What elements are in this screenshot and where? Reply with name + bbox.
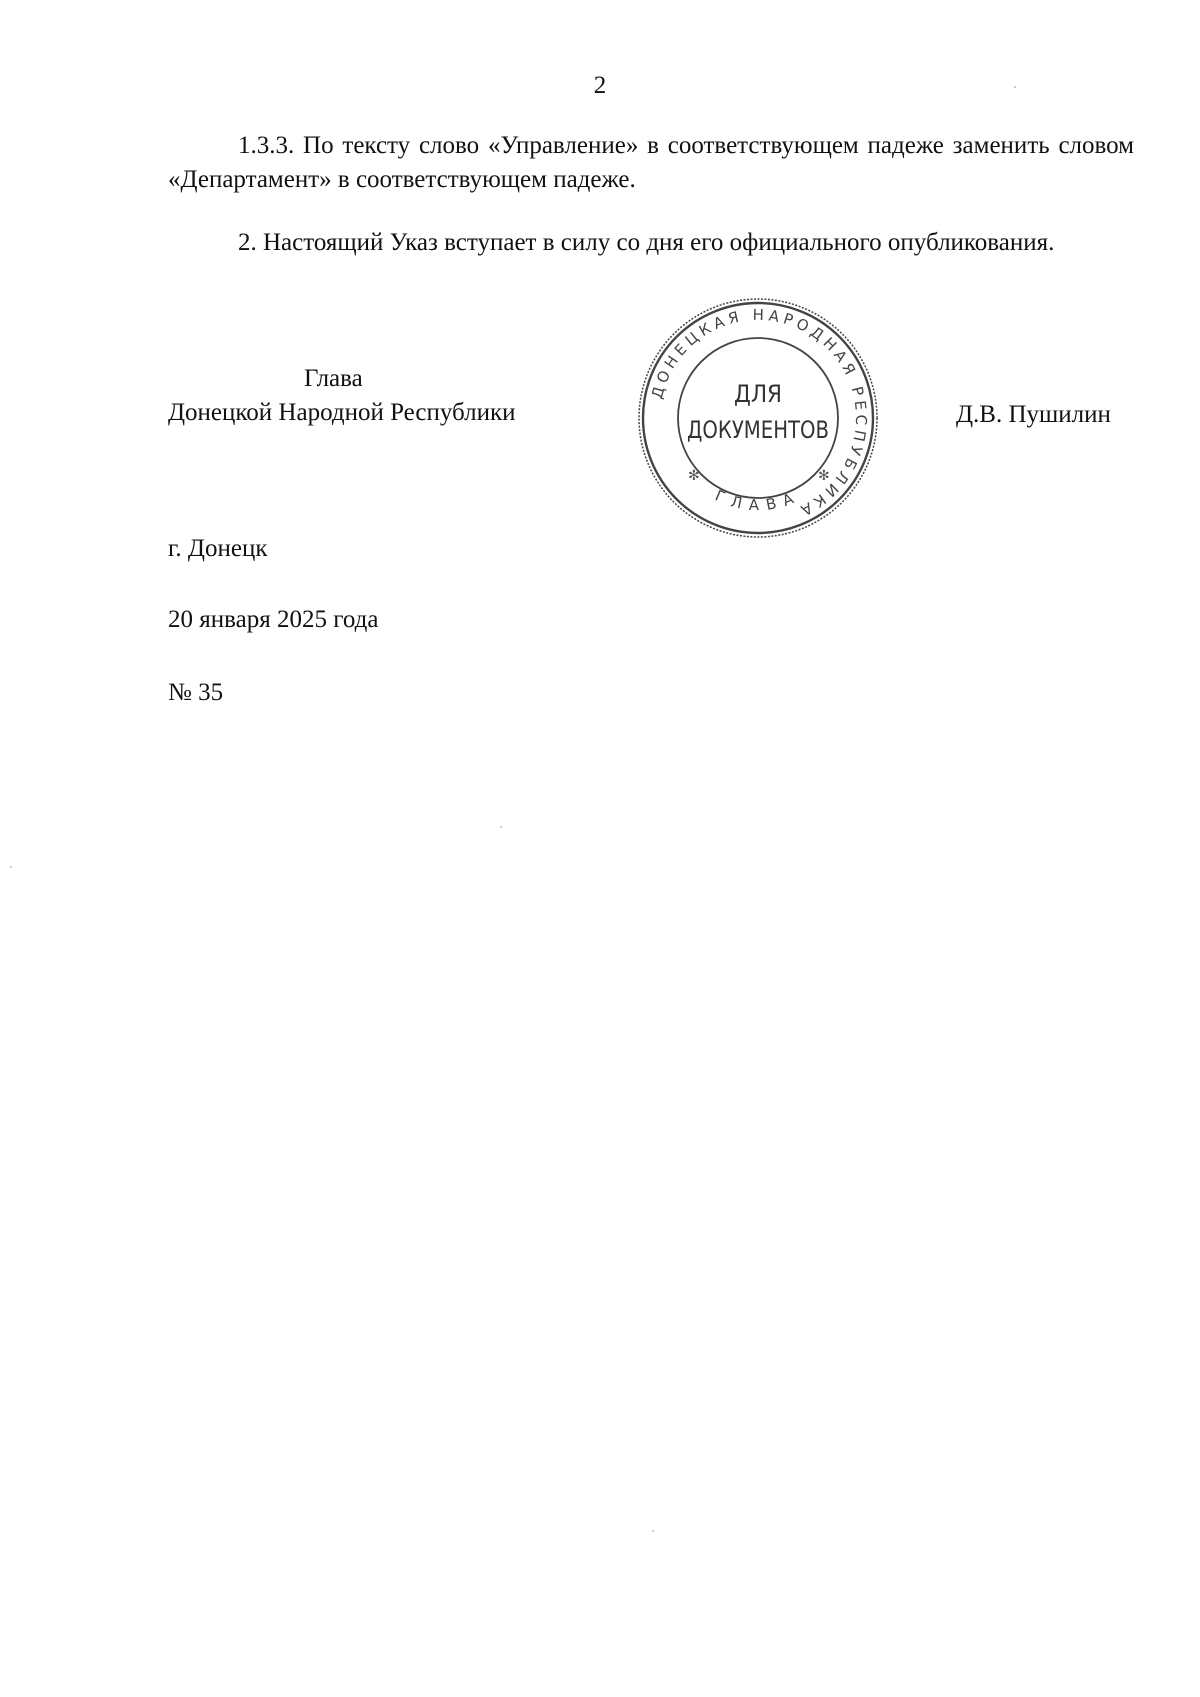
seal-ring-text: ДОНЕЦКАЯ НАРОДНАЯ РЕСПУБЛИКА — [647, 305, 871, 522]
seal-center-line-1: ДЛЯ — [733, 380, 783, 408]
signatory-title: Глава — [304, 365, 363, 392]
page-number: 2 — [593, 72, 607, 99]
scan-speck — [652, 1530, 654, 1532]
decree-number: № 35 — [168, 679, 224, 706]
seal-star-icon: ✻ — [688, 468, 700, 484]
issue-date: 20 января 2025 года — [168, 606, 379, 633]
signatory-name: Д.В. Пушилин — [956, 401, 1111, 428]
scan-speck — [1014, 86, 1016, 88]
scan-speck — [10, 866, 12, 868]
paragraph-1-3-3: 1.3.3. По тексту слово «Управление» в соответствующем падеже заменить словом «Департамент» в соответствующем падеже. — [168, 132, 1134, 193]
issue-city: г. Донецк — [168, 535, 268, 562]
scan-speck — [500, 826, 502, 828]
paragraph-2-effective-date: 2. Настоящий Указ вступает в силу со дня его официального опубликования. — [238, 229, 1055, 256]
signatory-organization: Донецкой Народной Республики — [168, 399, 516, 426]
official-seal — [636, 296, 880, 540]
seal-center-line-2: ДОКУМЕНТОВ — [687, 416, 829, 444]
seal-bottom-text: ГЛАВА — [712, 486, 804, 515]
seal-star-icon: ✻ — [818, 468, 830, 484]
